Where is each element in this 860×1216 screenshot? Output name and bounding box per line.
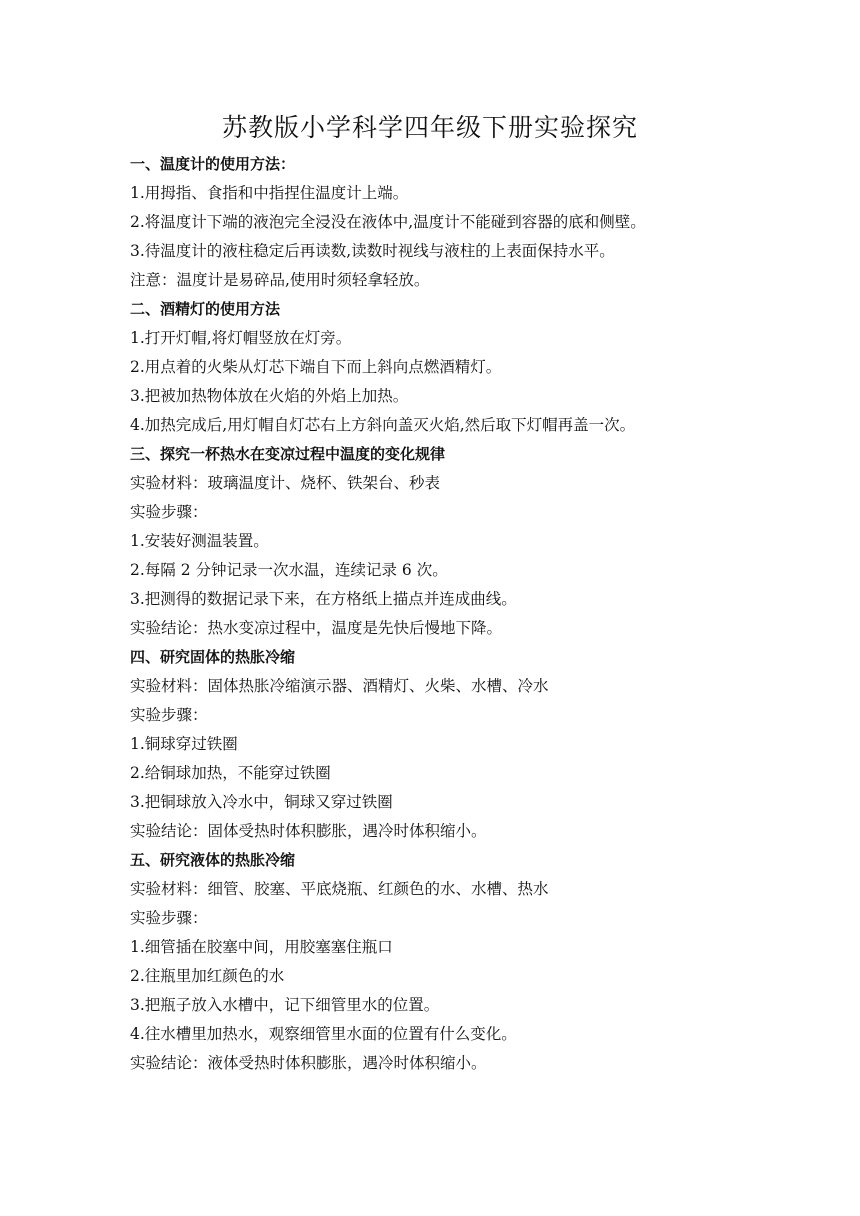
paragraph-line: 1.打开灯帽,将灯帽竖放在灯旁。 [130,329,352,347]
paragraph-line: 实验步骤： [130,706,208,724]
paragraph-line: 2.每隔 2 分钟记录一次水温，连续记录 6 次。 [130,561,448,579]
paragraph-line: 实验结论：固体受热时体积膨胀，遇冷时体积缩小。 [130,822,487,840]
paragraph-line: 实验材料：细管、胶塞、平底烧瓶、红颜色的水、水槽、热水 [130,880,549,898]
paragraph-line: 实验结论：液体受热时体积膨胀，遇冷时体积缩小。 [130,1054,487,1072]
paragraph-line: 1.安装好测温装置。 [130,532,269,550]
paragraph-line: 实验材料：固体热胀冷缩演示器、酒精灯、火柴、水槽、冷水 [130,677,549,695]
section-heading-solid-expansion: 四、研究固体的热胀冷缩 [130,648,296,666]
paragraph-line: 1.用拇指、食指和中指捏住温度计上端。 [130,184,409,202]
paragraph-line: 实验结论：热水变凉过程中，温度是先快后慢地下降。 [130,619,503,637]
paragraph-line: 3.把铜球放入冷水中，铜球又穿过铁圈 [130,793,393,811]
paragraph-line: 实验步骤： [130,909,208,927]
section-heading-hot-water-cooling: 三、探究一杯热水在变凉过程中温度的变化规律 [130,445,446,463]
section-heading-alcohol-lamp: 二、酒精灯的使用方法 [130,300,281,318]
document-title: 苏教版小学科学四年级下册实验探究 [221,113,638,142]
paragraph-line: 2.用点着的火柴从灯芯下端自下而上斜向点燃酒精灯。 [130,358,502,376]
section-heading-liquid-expansion: 五、研究液体的热胀冷缩 [130,851,296,869]
paragraph-line: 3.待温度计的液柱稳定后再读数,读数时视线与液柱的上表面保持水平。 [130,242,615,260]
paragraph-line: 2.往瓶里加红颜色的水 [130,967,285,985]
paragraph-line: 4.加热完成后,用灯帽自灯芯右上方斜向盖灭火焰,然后取下灯帽再盖一次。 [130,416,636,434]
paragraph-line: 2.将温度计下端的液泡完全浸没在液体中,温度计不能碰到容器的底和侧壁。 [130,213,646,231]
paragraph-line: 4.往水槽里加热水，观察细管里水面的位置有什么变化。 [130,1025,517,1043]
paragraph-line: 实验步骤： [130,503,208,521]
paragraph-line: 3.把被加热物体放在火焰的外焰上加热。 [130,387,409,405]
paragraph-line: 实验材料：玻璃温度计、烧杯、铁架台、秒表 [130,474,441,492]
paragraph-line: 注意：温度计是易碎品,使用时须轻拿轻放。 [130,271,430,289]
paragraph-line: 2.给铜球加热，不能穿过铁圈 [130,764,331,782]
paragraph-line: 1.铜球穿过铁圈 [130,735,238,753]
paragraph-line: 3.把瓶子放入水槽中，记下细管里水的位置。 [130,996,440,1014]
paragraph-line: 1.细管插在胶塞中间，用胶塞塞住瓶口 [130,938,393,956]
section-heading-thermometer: 一、温度计的使用方法： [130,155,296,173]
paragraph-line: 3.把测得的数据记录下来，在方格纸上描点并连成曲线。 [130,590,517,608]
document-body [130,150,830,1078]
